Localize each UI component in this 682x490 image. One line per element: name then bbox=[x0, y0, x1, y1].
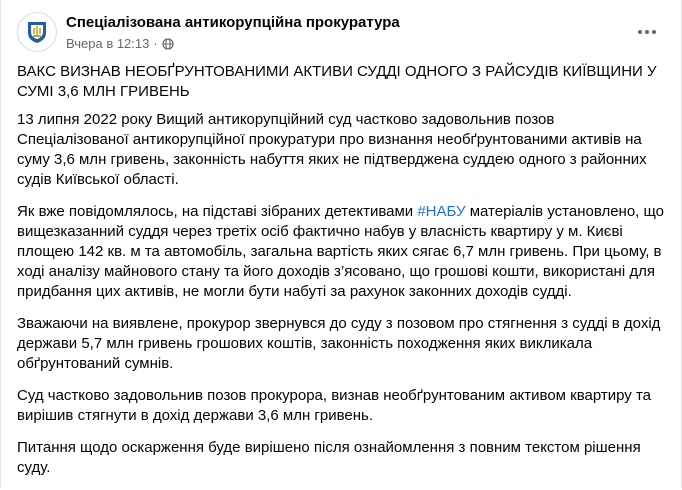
ellipsis-icon bbox=[637, 29, 657, 35]
more-options-button[interactable] bbox=[633, 22, 661, 42]
meta-separator: · bbox=[153, 36, 158, 51]
paragraph-2-text-before: Як вже повідомлялось, на підставі зібраних детективами bbox=[17, 203, 418, 220]
globe-icon[interactable] bbox=[162, 38, 174, 50]
hashtag-nabu-link[interactable]: #НАБУ bbox=[417, 203, 466, 220]
page-name-link[interactable]: Спеціалізована антикорупційна прокуратура bbox=[66, 14, 400, 31]
post-timestamp[interactable]: Вчера в 12:13 bbox=[66, 36, 150, 51]
post-paragraph-3: Зважаючи на виявлене, прокурор звернувся до суду з позовом про стягнення з судді в дохід держави 5,7 млн гривень грошових коштів, законність походження яких викликала обґрунтований сумнів. bbox=[17, 315, 661, 372]
post-paragraph-1: 13 липня 2022 року Вищий антикорупційний суд частково задовольнив позов Спеціалізованої антикорупційної прокуратури про визнання необґрунтованими активів на суму 3,6 млн гривень, законність набуття яких не підтверджена суддею одного з районних судів Київської області. bbox=[17, 111, 647, 188]
post-headline: ВАКС ВИЗНАВ НЕОБҐРУНТОВАНИМИ АКТИВИ СУДДІ ОДНОГО З РАЙСУДІВ КИЇВЩИНИ У СУМІ 3,6 МЛН ГРИВЕНЬ bbox=[17, 63, 657, 100]
post-meta bbox=[66, 36, 174, 51]
post-paragraph-5: Питання щодо оскарження буде вирішено після ознайомлення з повним текстом рішення суду. bbox=[17, 439, 641, 476]
post-header bbox=[17, 12, 665, 56]
prosecutor-emblem-icon bbox=[24, 19, 50, 45]
post-body bbox=[17, 62, 665, 490]
page-avatar[interactable] bbox=[17, 12, 57, 52]
post-paragraph-4: Суд частково задовольнив позов прокурора, визнав необґрунтованим активом квартиру та вирішив стягнути в дохід держави 3,6 млн гривень. bbox=[17, 387, 652, 424]
paragraph-2-text-after: матеріалів установлено, що вищезказанний суддя через третіх осіб фактично набув у власність квартиру у м. Києві площею 142 кв. м та автомобіль, загальна вартість яких сягає 6,7 млн гривень. При цьому, в ході аналізу майнового стану та його доходів з’ясовано, що грошові кошти, використані для придбання цих активів, не могли бути набуті за рахунок законних доходів судді. bbox=[17, 203, 665, 300]
post-paragraph-2 bbox=[17, 202, 665, 302]
